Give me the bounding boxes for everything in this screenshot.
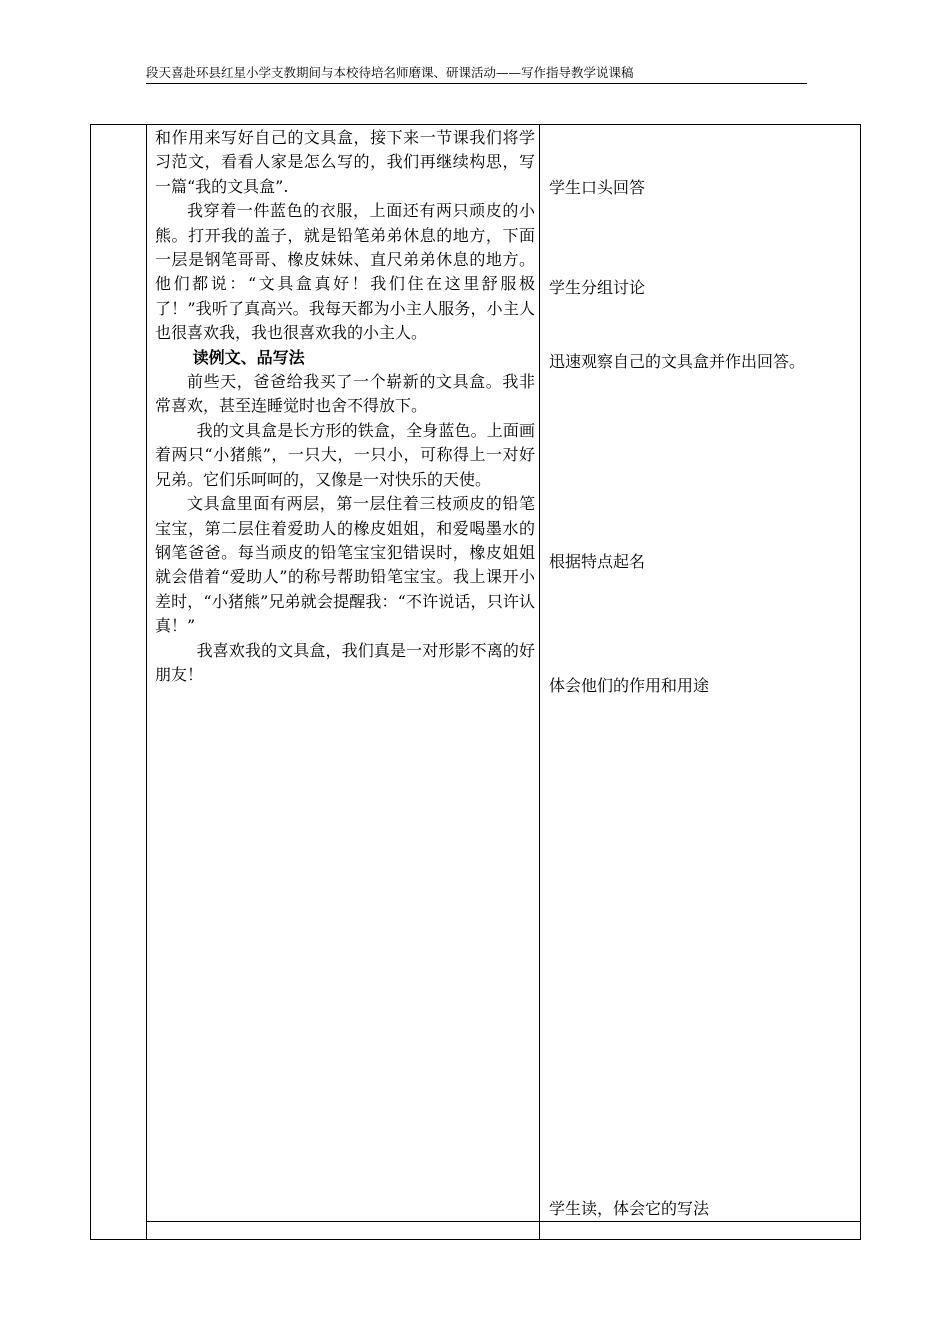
- activity-read: 学生读，体会它的写法: [549, 1199, 710, 1218]
- activity-oral-answer: 学生口头回答: [549, 178, 646, 197]
- sample-paragraph: 我穿着一件蓝色的衣服，上面还有两只顽皮的小熊。打开我的盖子，就是铅笔弟弟休息的地方，下面一层是钢笔哥哥、橡皮妹妹、直尺弟弟休息的地方。他们都说：“文具盒真好！我们住在这里舒服极了！”我听了真高兴。我每天都为小主人服务，小主人也很喜欢我，我也很喜欢我的小主人。: [155, 201, 535, 343]
- essay-paragraph-3: 文具盒里面有两层，第一层住着三枝顽皮的铅笔宝宝，第二层住着爱助人的橡皮姐姐，和爱喝墨水的钢笔爸爸。每当顽皮的铅笔宝宝犯错误时，橡皮姐姐就会借着“爱助人”的称号帮助铅笔宝宝。我上课开小差时，“小猪熊”兄弟就会提醒我：“不许说话，只许认真！”: [155, 494, 535, 636]
- table-right-border: [860, 124, 861, 1240]
- teaching-content-cell: [155, 126, 535, 687]
- table-left-border: [90, 124, 91, 1240]
- essay-paragraph-1: 前些天，爸爸给我买了一个崭新的文具盒。我非常喜欢，甚至连睡觉时也舍不得放下。: [155, 372, 535, 416]
- table-top-border: [90, 124, 861, 125]
- essay-paragraph-2: 我的文具盒是长方形的铁盒，全身蓝色。上面画着两只“小猪熊”，一只大，一只小，可称得上一对好兄弟。它们乐呵呵的，又像是一对快乐的天使。: [155, 420, 535, 489]
- activity-group-discussion: 学生分组讨论: [549, 278, 646, 297]
- table-col-divider-2: [539, 124, 540, 1240]
- activity-observe: 迅速观察自己的文具盒并作出回答。: [549, 352, 806, 371]
- activity-usage: 体会他们的作用和用途: [549, 676, 710, 695]
- section-heading: 读例文、品写法: [192, 347, 305, 367]
- page-header: 段天喜赴环县红星小学支教期间与本校待培名师磨课、研课活动——写作指导教学说课稿: [146, 64, 807, 84]
- table-row-divider: [146, 1221, 861, 1222]
- table-col-divider-1: [146, 124, 147, 1240]
- essay-paragraph-4: 我喜欢我的文具盒，我们真是一对形影不离的好朋友！: [155, 640, 535, 684]
- table-bottom-border: [90, 1239, 861, 1240]
- intro-paragraph: 和作用来写好自己的文具盒，接下来一节课我们将学习范文，看看人家是怎么写的，我们再继续构思，写一篇“我的文具盒”.: [155, 128, 535, 196]
- activity-naming: 根据特点起名: [549, 552, 646, 571]
